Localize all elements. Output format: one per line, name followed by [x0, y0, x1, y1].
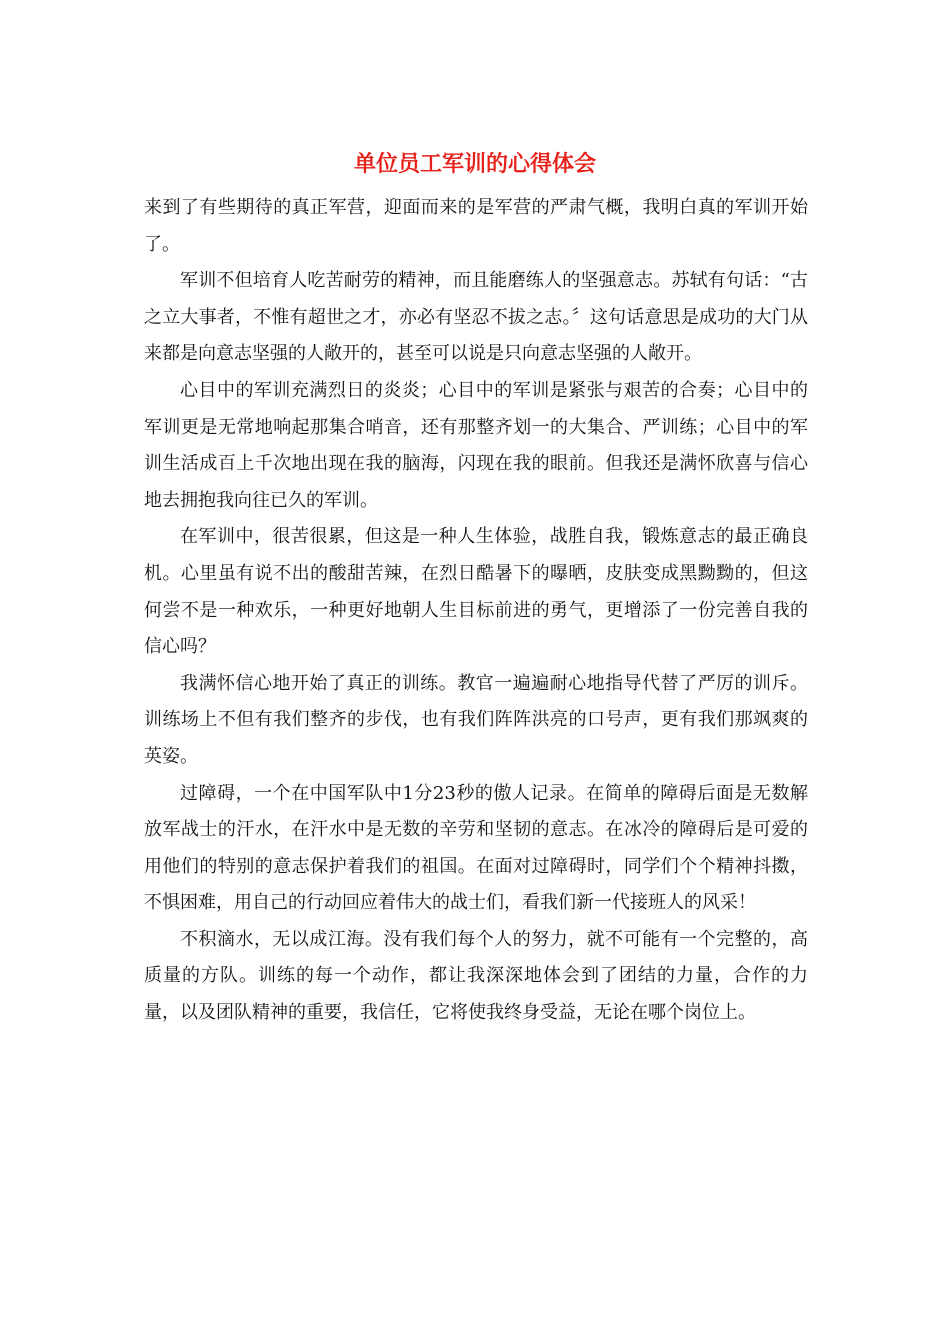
- paragraph-2: 军训不但培育人吃苦耐劳的精神，而且能磨练人的坚强意志。苏轼有句话：“古之立大事者，不惟有超世之才，亦必有坚忍不拔之志。〞这句话意思是成功的大门从来都是向意志坚强的人敞开的，甚至可以说是只向意志坚强的人敞开。: [144, 270, 808, 365]
- paragraph-5: 我满怀信心地开始了真正的训练。教官一遍遍耐心地指导代替了严厉的训斥。训练场上不但有我们整齐的步伐，也有我们阵阵洪亮的口号声，更有我们那飒爽的英姿。: [144, 672, 808, 767]
- paragraph-7: 不积滴水，无以成江海。没有我们每个人的努力，就不可能有一个完整的，高质量的方队。训练的每一个动作，都让我深深地体会到了团结的力量，合作的力量，以及团队精神的重要，我信任，它将使我终身受益，无论在哪个岗位上。: [144, 928, 808, 1024]
- document-body: [144, 190, 808, 1032]
- paragraph-6: 过障碍，一个在中国军队中1分23秒的傲人记录。在简单的障碍后面是无数解放军战士的汗水，在汗水中是无数的辛劳和坚韧的意志。在冰冷的障碍后是可爱的用他们的特别的意志保护着我们的祖国。在面对过障碍时，同学们个个精神抖擞，不惧困难，用自己的行动回应着伟大的战士们，看我们新一代接班人的风采！: [144, 782, 808, 914]
- paragraph-1: 来到了有些期待的真正军营，迎面而来的是军营的严肃气概，我明白真的军训开始了。: [144, 197, 808, 255]
- document-title: 单位员工军训的心得体会: [353, 152, 596, 177]
- paragraph-3: 心目中的军训充满烈日的炎炎；心目中的军训是紧张与艰苦的合奏；心目中的军训更是无常地响起那集合哨音，还有那整齐划一的大集合、严训练；心目中的军训生活成百上千次地出现在我的脑海，闪现在我的眼前。但我还是满怀欣喜与信心地去拥抱我向往已久的军训。: [144, 379, 808, 511]
- paragraph-4: 在军训中，很苦很累，但这是一种人生体验，战胜自我，锻炼意志的最正确良机。心里虽有说不出的酸甜苦辣，在烈日酷暑下的曝晒，皮肤变成黑黝黝的，但这何尝不是一种欢乐，一种更好地朝人生目标前进的勇气，更增添了一份完善自我的信心吗？: [144, 526, 808, 658]
